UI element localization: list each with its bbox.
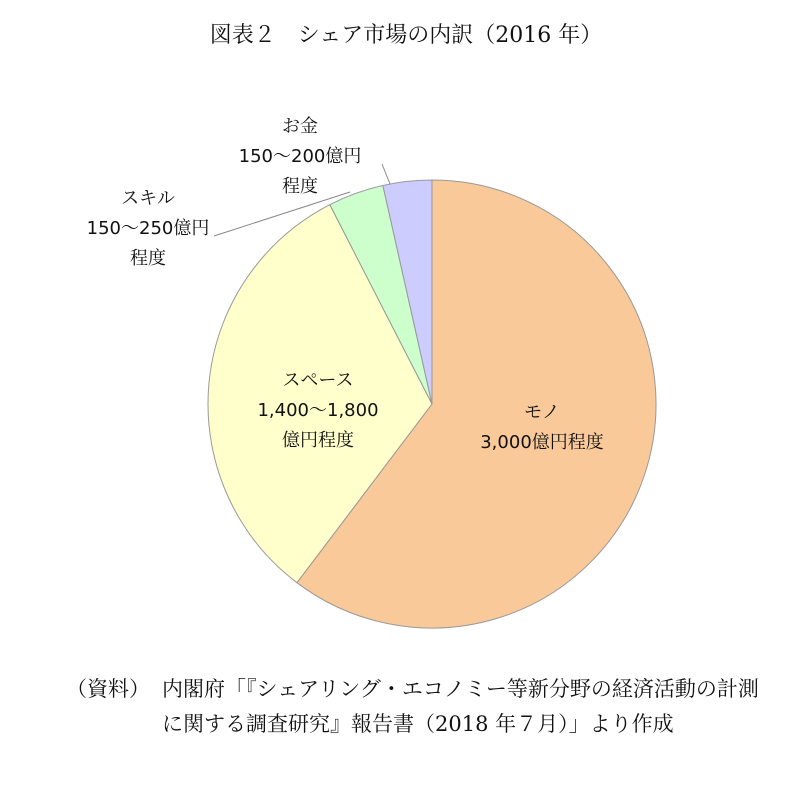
slice-name-skill: スキル [121,188,175,209]
slice-name-mono: モノ [524,402,560,423]
chart-title: 図表２ シェア市場の内訳（2016 年） [209,23,603,48]
slice-name-okane: お金 [282,116,318,137]
slice-value-mono: 3,000億円程度 [480,432,604,453]
source-note [66,672,766,742]
source-head: （資料） [66,677,150,701]
slice-value-okane: 150〜200億円 程度 [238,146,362,197]
slice-value-skill: 150〜250億円 程度 [86,218,210,269]
leader-line-okane [382,164,390,184]
slice-value-space: 1,400〜1,800 億円程度 [257,400,379,451]
source-body: 内閣府「『シェアリング・エコノミー等新分野の経済活動の計測に関する調査研究』報告書（2018 年７月）」より作成 [162,677,759,736]
slice-name-space: スペース [282,370,354,391]
